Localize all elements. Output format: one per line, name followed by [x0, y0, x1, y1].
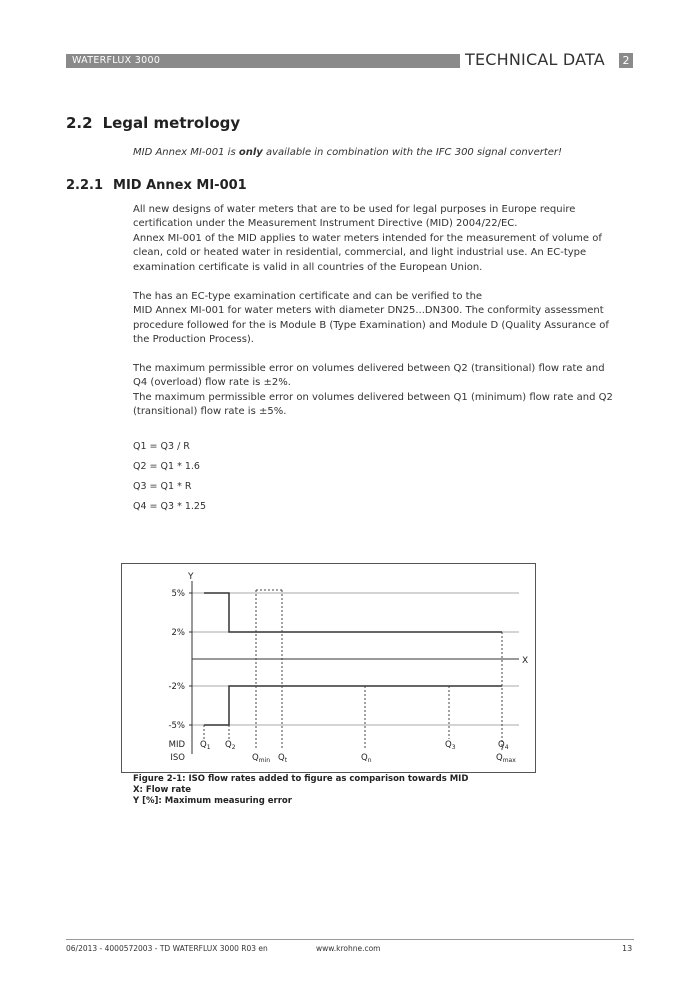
caption-x-desc: Flow rate: [142, 785, 192, 795]
formula-q4: Q4 = Q3 * 1.25: [133, 501, 206, 512]
paragraph-line: Q4 (overload) flow rate is ±2%.: [133, 377, 291, 389]
y-tick-labels: [168, 589, 185, 731]
upper-error-limit: [204, 593, 502, 632]
flow-rate-error-diagram: [121, 563, 536, 773]
iso-label-qmin: $Q_{min}$: [252, 753, 271, 764]
y-tick-label: -2%: [168, 682, 185, 692]
subsection-title: MID Annex MI-001: [113, 178, 247, 193]
iso-label-qt: $Q_t$: [278, 753, 288, 764]
y-tick-label: -5%: [168, 721, 185, 731]
iso-row-label: ISO: [170, 753, 185, 763]
availability-note: [133, 147, 562, 158]
y-axis-label: Y: [188, 572, 194, 582]
paragraph-intro: [133, 203, 633, 275]
subsection-number: 2.2.1: [66, 178, 104, 193]
y-tick-label: 5%: [171, 589, 185, 599]
caption-y-key: Y [%]:: [133, 796, 162, 806]
paragraph-line: The has an EC-type examination certificate and can be verified to the: [133, 291, 483, 302]
caption-y-desc: Maximum measuring error: [161, 796, 292, 806]
note-text-end: available in combination with the IFC 300 signal converter!: [262, 147, 563, 158]
figure-caption: [133, 774, 468, 807]
paragraph-line: procedure followed for the is Module B (Type Examination) and Module D (Quality Assurance of: [133, 319, 609, 331]
y-tick-label: 2%: [171, 628, 185, 638]
iso-label-qmax: $Q_{max}$: [496, 753, 516, 764]
lower-error-limit: [204, 686, 502, 725]
iso-flow-labels: [252, 753, 516, 764]
subsection-heading: [66, 178, 247, 193]
paragraph-line: MID Annex MI-001 for water meters with diameter DN25...DN300. The conformity assessment: [133, 305, 604, 317]
caption-title: Figure 2-1: ISO flow rates added to figure as comparison towards MID: [133, 774, 469, 784]
mid-label-q4: $Q_4$: [498, 740, 509, 751]
page-number: 13: [622, 944, 633, 953]
chapter-number-badge: 2: [619, 53, 633, 68]
formula-q2: Q2 = Q1 * 1.6: [133, 461, 200, 472]
formula-q3: Q3 = Q1 * R: [133, 481, 192, 492]
x-axis-label: X: [522, 656, 529, 666]
note-text-start: MID Annex MI-001 is: [133, 147, 239, 158]
flow-rate-markers: [204, 590, 502, 750]
section-title: Legal metrology: [102, 114, 241, 132]
mid-label-q2: $Q_2$: [225, 740, 236, 751]
iso-label-qn: $Q_n$: [361, 753, 372, 764]
paragraph-certificate: [133, 290, 633, 348]
mid-row-label: MID: [168, 740, 185, 750]
paragraph-errors: [133, 362, 633, 420]
header-product-name: WATERFLUX 3000: [72, 55, 161, 66]
note-emphasis: only: [238, 147, 263, 158]
section-number: 2.2: [66, 114, 93, 132]
paragraph-line: All new designs of water meters that are to be used for legal purposes in Europe require: [133, 204, 576, 215]
mid-label-q3: $Q_3$: [445, 740, 456, 751]
diagram-canvas: [122, 564, 535, 772]
caption-x-key: X:: [133, 785, 143, 795]
paragraph-line: the Production Process).: [133, 334, 254, 346]
paragraph-line: The maximum permissible error on volumes delivered between Q1 (minimum) flow rate and Q2: [133, 391, 613, 403]
paragraph-line: clean, cold or heated water in residential, commercial, and light industrial use. An EC-type: [133, 247, 587, 259]
header-section-title: TECHNICAL DATA: [465, 50, 605, 69]
paragraph-line: examination certificate is valid in all countries of the European Union.: [133, 261, 483, 273]
footer-website: www.krohne.com: [316, 944, 381, 953]
footer-divider: [66, 939, 634, 940]
paragraph-line: Annex MI-001 of the MID applies to water meters intended for the measurement of volume of: [133, 232, 602, 244]
footer-document-id: 06/2013 - 4000572003 - TD WATERFLUX 3000 R03 en: [66, 944, 268, 953]
caption-y-legend: [133, 796, 468, 807]
mid-label-q1: $Q_1$: [200, 740, 211, 751]
paragraph-line: certification under the Measurement Instrument Directive (MID) 2004/22/EC.: [133, 218, 518, 230]
paragraph-line: (transitional) flow rate is ±5%.: [133, 406, 287, 418]
paragraph-line: The maximum permissible error on volumes delivered between Q2 (transitional) flow rate and: [133, 363, 605, 374]
formula-q1: Q1 = Q3 / R: [133, 441, 190, 452]
section-heading: [66, 114, 240, 132]
mid-flow-labels: [200, 740, 509, 751]
caption-x-legend: [133, 785, 468, 796]
